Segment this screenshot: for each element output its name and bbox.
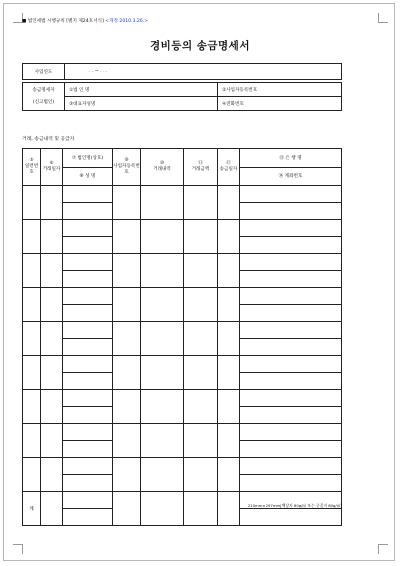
- cell-name[interactable]: [63, 509, 113, 526]
- cell-name[interactable]: [63, 305, 113, 322]
- cell-business-number[interactable]: [113, 458, 141, 492]
- page-title: 경비등의 송금명세서: [150, 40, 250, 52]
- cell-date[interactable]: [41, 458, 63, 492]
- cell-name[interactable]: [63, 475, 113, 492]
- cell-name[interactable]: [63, 373, 113, 390]
- cell-details[interactable]: [141, 458, 184, 492]
- col-serial: ⑤ 일련번호: [23, 149, 41, 186]
- cell-details[interactable]: [141, 220, 184, 254]
- business-number-field[interactable]: ②사업자등록번호: [218, 83, 342, 97]
- table-row: [23, 220, 342, 237]
- cell-bank[interactable]: [240, 509, 342, 526]
- cell-remit-date[interactable]: [218, 390, 240, 424]
- cell-name[interactable]: [63, 424, 113, 441]
- cell-bank[interactable]: [240, 424, 342, 441]
- section-caption: 거래, 송금내역 및 공급자: [22, 137, 75, 142]
- cell-remit-date[interactable]: [218, 322, 240, 356]
- cell-details[interactable]: [141, 322, 184, 356]
- cell-date[interactable]: [41, 254, 63, 288]
- remitter-label: [23, 83, 65, 111]
- cell-name[interactable]: [63, 390, 113, 407]
- col-details: ⑩ 거래내역: [141, 149, 184, 186]
- cell-business-number[interactable]: [113, 186, 141, 220]
- cell-name[interactable]: [63, 237, 113, 254]
- cell-remit-date[interactable]: [218, 186, 240, 220]
- cell-date[interactable]: [41, 356, 63, 390]
- cell-serial[interactable]: [23, 356, 41, 390]
- cell-bank[interactable]: [240, 288, 342, 305]
- cell-bank[interactable]: [240, 407, 342, 424]
- cell-serial[interactable]: [23, 254, 41, 288]
- phone-field[interactable]: ④전화번호: [218, 97, 342, 111]
- cell-bank[interactable]: [240, 322, 342, 339]
- cell-details[interactable]: [141, 288, 184, 322]
- cell-serial[interactable]: [23, 390, 41, 424]
- cell-details[interactable]: [141, 390, 184, 424]
- cell-serial[interactable]: [23, 322, 41, 356]
- table-row: [23, 424, 342, 441]
- cell-name[interactable]: [63, 271, 113, 288]
- cell-name[interactable]: [63, 492, 113, 509]
- cell-bank[interactable]: [240, 220, 342, 237]
- cell-business-number[interactable]: [113, 424, 141, 458]
- col-amount: ⑪ 거래금액: [184, 149, 218, 186]
- cell-date[interactable]: [41, 424, 63, 458]
- cell-name[interactable]: [63, 288, 113, 305]
- remitter-label-line1: 송금명세자: [32, 87, 55, 93]
- cell-amount[interactable]: [184, 288, 218, 322]
- table-row: [23, 356, 342, 373]
- business-year-table: [22, 63, 342, 80]
- cell-name[interactable]: [63, 356, 113, 373]
- cell-bank[interactable]: [240, 373, 342, 390]
- cell-bank[interactable]: [240, 254, 342, 271]
- cell-amount[interactable]: [184, 390, 218, 424]
- cell-business-number[interactable]: [113, 356, 141, 390]
- cell-business-number[interactable]: [113, 288, 141, 322]
- cell-serial[interactable]: [23, 186, 41, 220]
- cell-bank[interactable]: [240, 475, 342, 492]
- cell-remit-date[interactable]: [218, 288, 240, 322]
- cell-details[interactable]: [141, 254, 184, 288]
- cell-name[interactable]: [63, 186, 113, 203]
- cell-business-number[interactable]: [113, 390, 141, 424]
- cell-serial[interactable]: [23, 424, 41, 458]
- table-header: [23, 149, 342, 186]
- cell-name[interactable]: [63, 407, 113, 424]
- cell-details[interactable]: [141, 356, 184, 390]
- cell-bank[interactable]: [240, 339, 342, 356]
- cell-amount[interactable]: [184, 356, 218, 390]
- cell-amount[interactable]: [184, 254, 218, 288]
- business-year-value[interactable]: . . ~ . . .: [65, 64, 342, 80]
- cell-bank[interactable]: [240, 390, 342, 407]
- cell-date[interactable]: [41, 322, 63, 356]
- paper-spec: 210mm×297mm[백상지 80g/㎡ 또는 중질지 80g/㎡]: [247, 503, 342, 508]
- cell-business-number[interactable]: [113, 492, 141, 526]
- col-bank: ⑬ 은 행 명 ⑭ 계좌번호: [240, 149, 342, 186]
- table-row: [23, 458, 342, 475]
- form-reference: [22, 18, 148, 24]
- cell-date[interactable]: [41, 220, 63, 254]
- cell-details[interactable]: [141, 424, 184, 458]
- table-row: [23, 390, 342, 407]
- table-row: [23, 288, 342, 305]
- representative-field[interactable]: ③대표자성명: [65, 97, 218, 111]
- cell-name[interactable]: [63, 339, 113, 356]
- cell-bank[interactable]: [240, 356, 342, 373]
- table-row: [23, 254, 342, 271]
- cell-bank[interactable]: [240, 458, 342, 475]
- cell-bank[interactable]: [240, 271, 342, 288]
- cell-remit-date[interactable]: [218, 254, 240, 288]
- cell-remit-date[interactable]: [218, 356, 240, 390]
- total-label: 계: [23, 492, 41, 526]
- cell-remit-date[interactable]: [218, 424, 240, 458]
- remitter-label-line2: (신고법인): [32, 99, 55, 105]
- cell-name[interactable]: [63, 441, 113, 458]
- cell-details[interactable]: [141, 186, 184, 220]
- cell-serial[interactable]: [23, 220, 41, 254]
- business-year-label: 사업연도: [23, 64, 65, 80]
- cell-amount[interactable]: [184, 322, 218, 356]
- cell-date[interactable]: [41, 288, 63, 322]
- cell-name[interactable]: [63, 220, 113, 237]
- cell-bank[interactable]: [240, 305, 342, 322]
- col-business-number: ⑨ 사업자등록번호: [113, 149, 141, 186]
- cell-serial[interactable]: [23, 288, 41, 322]
- cell-name[interactable]: [63, 322, 113, 339]
- col-date: ⑥ 거래일자: [41, 149, 63, 186]
- cell-name[interactable]: [63, 203, 113, 220]
- table-row: [23, 322, 342, 339]
- form-reference-text: ■ 법인세법 시행규칙 [별지 제24호서식]: [22, 19, 104, 24]
- transactions-table: [22, 148, 342, 526]
- cell-amount[interactable]: [184, 424, 218, 458]
- crop-mark: [13, 544, 23, 554]
- crop-mark: [378, 13, 388, 23]
- cell-date[interactable]: [41, 390, 63, 424]
- cell-date[interactable]: [41, 186, 63, 220]
- cell-remit-date[interactable]: [218, 458, 240, 492]
- cell-bank[interactable]: [240, 186, 342, 203]
- revision-note: <개정 2010.3.26.>: [105, 19, 149, 24]
- cell-serial[interactable]: [23, 458, 41, 492]
- cell-business-number[interactable]: [113, 322, 141, 356]
- table-row: [23, 186, 342, 203]
- cell-date[interactable]: [41, 492, 63, 526]
- crop-mark: [378, 544, 388, 554]
- remitter-table: [22, 82, 342, 111]
- cell-bank[interactable]: [240, 441, 342, 458]
- cell-amount[interactable]: [184, 186, 218, 220]
- cell-remit-date[interactable]: [218, 220, 240, 254]
- col-name: ⑦ 법인명(상호) ⑧ 성 명: [63, 149, 113, 186]
- corporation-name-field[interactable]: ①법 인 명: [65, 83, 218, 97]
- col-remit-date: ⑫ 송금일자: [218, 149, 240, 186]
- cell-details[interactable]: [141, 492, 184, 526]
- cell-amount[interactable]: [184, 458, 218, 492]
- cell-business-number[interactable]: [113, 254, 141, 288]
- cell-bank[interactable]: [240, 203, 342, 220]
- cell-business-number[interactable]: [113, 220, 141, 254]
- cell-name[interactable]: [63, 254, 113, 271]
- cell-amount[interactable]: [184, 220, 218, 254]
- cell-bank[interactable]: [240, 237, 342, 254]
- cell-name[interactable]: [63, 458, 113, 475]
